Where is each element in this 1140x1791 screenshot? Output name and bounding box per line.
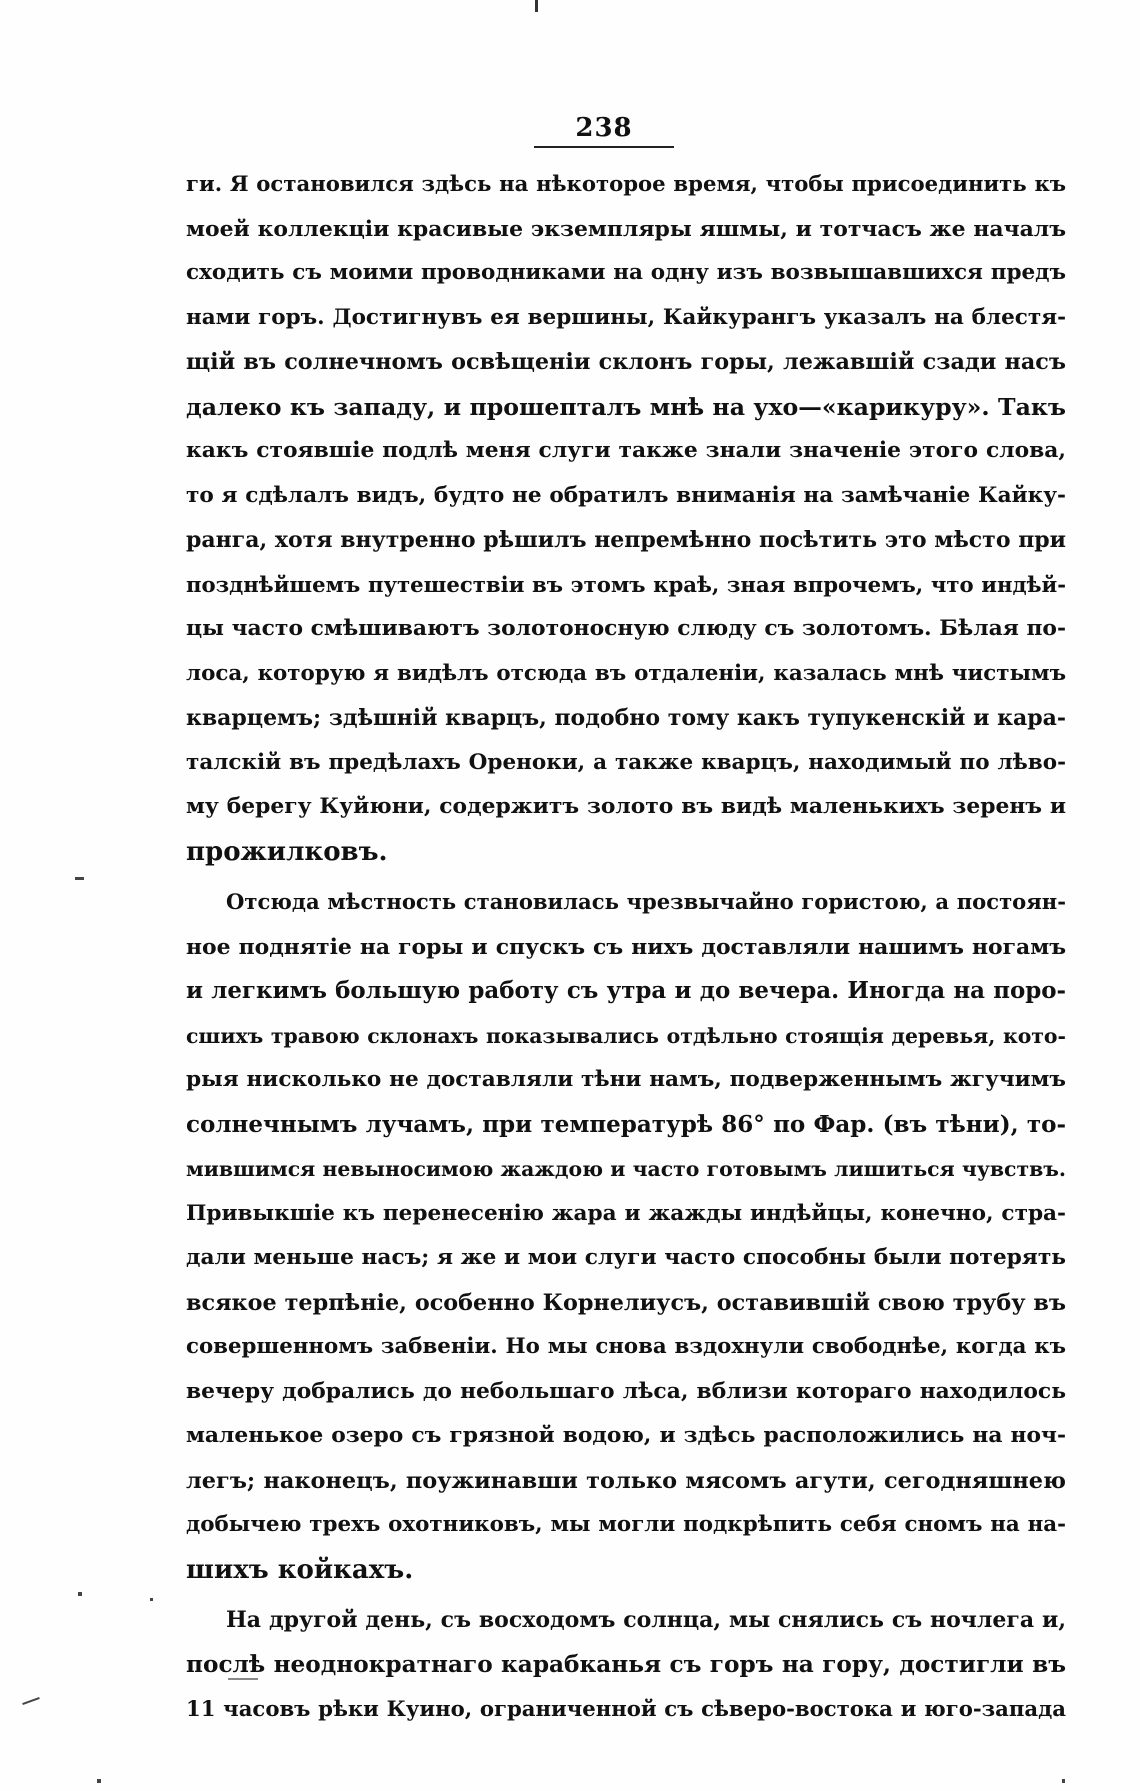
- text-line: На другой день, съ восходомъ солнца, мы снялись съ ночлега и,: [226, 1607, 1066, 1633]
- text-line: легъ; наконецъ, поужинавши только мясомъ агути, сегодняшнею: [186, 1467, 1066, 1494]
- text-line: совершенномъ забвеніи. Но мы снова вздохнули свободнѣе, когда къ: [186, 1334, 1066, 1359]
- page-number: 238: [575, 113, 633, 143]
- text-line: ное поднятіе на горы и спускъ съ нихъ доставляли нашимъ ногамъ: [186, 933, 1066, 960]
- text-line: далеко къ западу, и прошепталъ мнѣ на ухо—«карикуру». Такъ: [186, 392, 1066, 421]
- text-line: сшихъ травою склонахъ показывались отдѣльно стоящія деревья, кото-: [186, 1023, 1066, 1048]
- text-line: прожилковъ.: [186, 836, 388, 867]
- scan-speck: [75, 877, 84, 880]
- paragraph-2: [186, 880, 1066, 1592]
- paragraph-1: [186, 162, 1066, 874]
- text-line: и легкимъ большую работу съ утра и до вечера. Иногда на поро-: [186, 977, 1066, 1004]
- body-text: [186, 162, 1066, 1732]
- text-line: дали меньше насъ; я же и мои слуги часто способны были потерять: [186, 1245, 1066, 1270]
- scan-speck: [150, 1598, 153, 1601]
- text-line: щій въ солнечномъ освѣщеніи склонъ горы, лежавшій сзади насъ: [186, 349, 1066, 375]
- text-line: какъ стоявшіе подлѣ меня слуги также знали значеніе этого слова,: [186, 438, 1066, 463]
- text-line: Привыкшіе къ перенесенію жара и жажды индѣйцы, конечно, стра-: [186, 1200, 1066, 1226]
- text-line: мившимся невыносимою жаждою и часто готовымъ лишиться чувствъ.: [186, 1157, 1066, 1181]
- paragraph-3: [186, 1598, 1066, 1732]
- text-line: му берегу Куйюни, содержитъ золото въ видѣ маленькихъ зеренъ и: [186, 794, 1066, 819]
- text-line: лоса, которую я видѣлъ отсюда въ отдаленіи, казалась мнѣ чистымъ: [186, 660, 1066, 686]
- text-line: ранга, хотя внутренно рѣшилъ непремѣнно посѣтить это мѣсто при: [186, 527, 1066, 553]
- text-line: маленькое озеро съ грязной водою, и здѣсь расположились на ноч-: [186, 1423, 1066, 1448]
- scan-speck: [97, 1779, 101, 1783]
- scan-speck: [1062, 1779, 1065, 1783]
- text-line: всякое терпѣніе, особенно Корнелиусъ, оставившій свою трубу въ: [186, 1289, 1066, 1316]
- scan-speck: [228, 1678, 258, 1680]
- text-line: талскій въ предѣлахъ Ореноки, а также кварцъ, находимый по лѣво-: [186, 749, 1066, 775]
- text-line: добычею трехъ охотниковъ, мы могли подкрѣпить себя сномъ на на-: [186, 1512, 1066, 1537]
- page-number-rule: [534, 146, 674, 148]
- text-line: послѣ неоднократнаго карабканья съ горъ на гору, достигли въ: [186, 1650, 1066, 1678]
- text-line: вечеру добрались до небольшаго лѣса, вблизи котораго находилось: [186, 1378, 1066, 1404]
- text-line: то я сдѣлалъ видъ, будто не обратилъ вниманія на замѣчаніе Кайку-: [186, 482, 1066, 508]
- text-line: солнечнымъ лучамъ, при температурѣ 86° по Фар. (въ тѣни), то-: [186, 1110, 1066, 1138]
- text-line: ги. Я остановился здѣсь на нѣкоторое время, чтобы присоединить къ: [186, 171, 1066, 196]
- text-line: Отсюда мѣстность становилась чрезвычайно гористою, а постоян-: [226, 889, 1066, 914]
- text-line: сходить съ моими проводниками на одну изъ возвышавшихся предъ: [186, 260, 1066, 285]
- text-line: нами горъ. Достигнувъ ея вершины, Кайкурангъ указалъ на блестя-: [186, 304, 1066, 330]
- text-line: 11 часовъ рѣки Куино, ограниченной съ сѣверо-востока и юго-запада: [186, 1696, 1066, 1721]
- scan-speck: [78, 1592, 82, 1596]
- scan-speck: [22, 1697, 40, 1705]
- text-line: рыя нисколько не доставляли тѣни намъ, подверженнымъ жгучимъ: [186, 1067, 1066, 1092]
- text-line: шихъ койкахъ.: [186, 1554, 414, 1585]
- text-line: кварцемъ; здѣшній кварцъ, подобно тому какъ тупукенскій и кара-: [186, 705, 1066, 731]
- text-line: цы часто смѣшиваютъ золотоносную слюду съ золотомъ. Бѣлая по-: [186, 616, 1066, 641]
- text-line: моей коллекціи красивые экземпляры яшмы, и тотчасъ же началъ: [186, 215, 1066, 242]
- text-line: позднѣйшемъ путешествіи въ этомъ краѣ, зная впрочемъ, что индѣй-: [186, 571, 1066, 597]
- top-edge-mark: [535, 0, 538, 12]
